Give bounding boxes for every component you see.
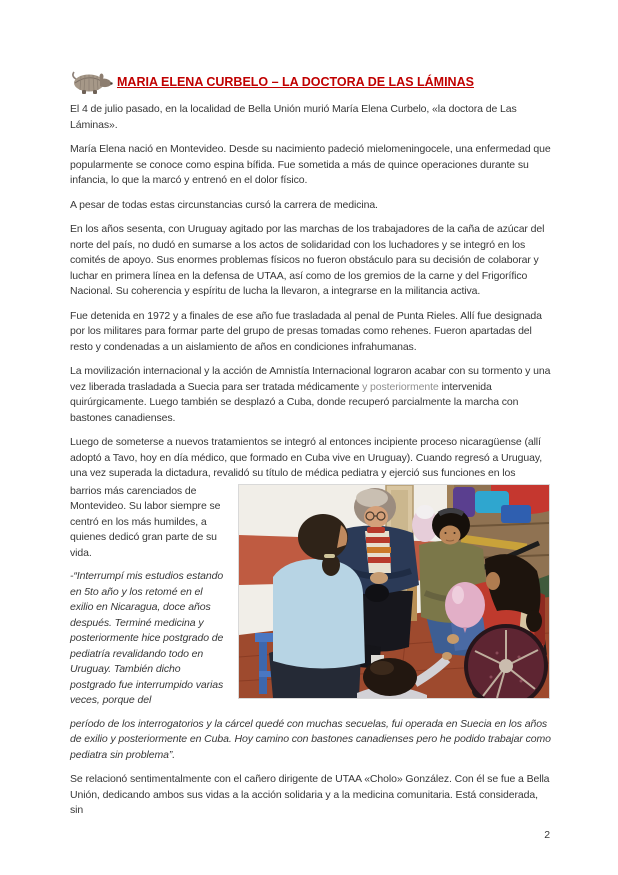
- paragraph-nicaragua-wrapped: barrios más carenciados de Montevideo. Su labor siempre se centró en los más humildes, a quienes dedicó gran parte de su vida.: [70, 484, 221, 559]
- armadillo-icon: [70, 70, 114, 95]
- article-header: [70, 70, 552, 95]
- paragraph-nicaragua: Luego de someterse a nuevos tratamientos se integró al entonces incipiente proceso nicaragüense (allí adoptó a Tavo, hoy en día médico, que formado en Cuba vive en Uruguay). Cuando regresó a Uruguay, una vez superada la dictadura, revalidó su título de médica pediatra y ejerció sus funciones en los: [70, 436, 543, 479]
- group-photo-illustration: [239, 485, 549, 698]
- article-photo: [238, 484, 550, 699]
- article-title: MARIA ELENA CURBELO – LA DOCTORA DE LAS LÁMINAS: [117, 74, 474, 89]
- paragraph-amnesty-start: La movilización internacional y la acción de Amnistía Internacional lograron acabar con su tormento y una vez liberada trasladada a Suecia para ser tratada médicamente: [70, 365, 551, 393]
- page-number: 2: [544, 828, 550, 841]
- wrapped-text-column: [70, 484, 228, 717]
- paragraph-amnesty-end: intervenida quirúrgicamente. Luego también se desplazó a Cuba, donde recuperó parcialmente la marcha con bastones canadienses.: [70, 380, 519, 424]
- paragraph-cholo: Se relacionó sentimentalmente con el cañero dirigente de UTAA «Cholo» González. Con él se fue a Bella Unión, dedicando ambos sus vidas a la acción solidaria y a la medicina comunitaria. Está considerada, sin: [70, 773, 550, 816]
- paragraph-amnesty: [70, 364, 552, 426]
- paragraph-sixties: En los años sesenta, con Uruguay agitado por las marchas de los trabajadores de la caña de azúcar del norte del país, no dudó en sumarse a los actos de solidaridad con los luchadores y se integró en los comités de apoyo. Sus enormes problemas físicos no fueron obstáculo para su decisión de colaborar y luchar en primera línea en la defensa de UTAA, así como de los gremios de la carne y del Frigorífico Nacional. Su coherencia y espíritu de lucha la llevaron, a integrarse en la militancia activa.: [70, 223, 545, 297]
- quote-paragraph-narrow: -“Interrumpí mis estudios estando en 5to año y los retomé en el exilio en Nicaragua, doce años después. Terminé medicina y posteriormente hice postgrado de pediatría revalidando todo en Uruguay. También dicho postgrado fue interrumpido varias veces, porque del: [70, 570, 224, 706]
- paragraph-amnesty-gray-text: y posteriormente: [362, 380, 439, 393]
- quote-paragraph-continuation: período de los interrogatorios y la cárcel quedé con muchas secuelas, fui operada en Suecia en los años de exilio y posteriormente en Cuba. Hoy camino con bastones canadienses pero he podido trabajar como pediatra sin problema”.: [70, 717, 551, 761]
- paragraph-birth: María Elena nació en Montevideo. Desde su nacimiento padeció mielomeningocele, una enfermedad que popularmente se conoce como espina bífida. Fue sometida a más de quince operaciones durante su infancia, lo que la marcó y entrenó en el dolor físico.: [70, 143, 551, 186]
- text-photo-wrap-section: [70, 484, 552, 717]
- paragraph-medicine: A pesar de todas estas circunstancias cursó la carrera de medicina.: [70, 198, 378, 211]
- paragraph-detention: Fue detenida en 1972 y a finales de ese año fue trasladada al penal de Punta Rieles. Allí fue designada por los militares para formar parte del grupo de presas tomadas como rehenes. Fueron apartadas del resto y condenadas a un aislamiento de años en condiciones infrahumanas.: [70, 309, 542, 353]
- paragraph-intro: El 4 de julio pasado, en la localidad de Bella Unión murió María Elena Curbelo, «la doctora de Las Láminas».: [70, 103, 517, 131]
